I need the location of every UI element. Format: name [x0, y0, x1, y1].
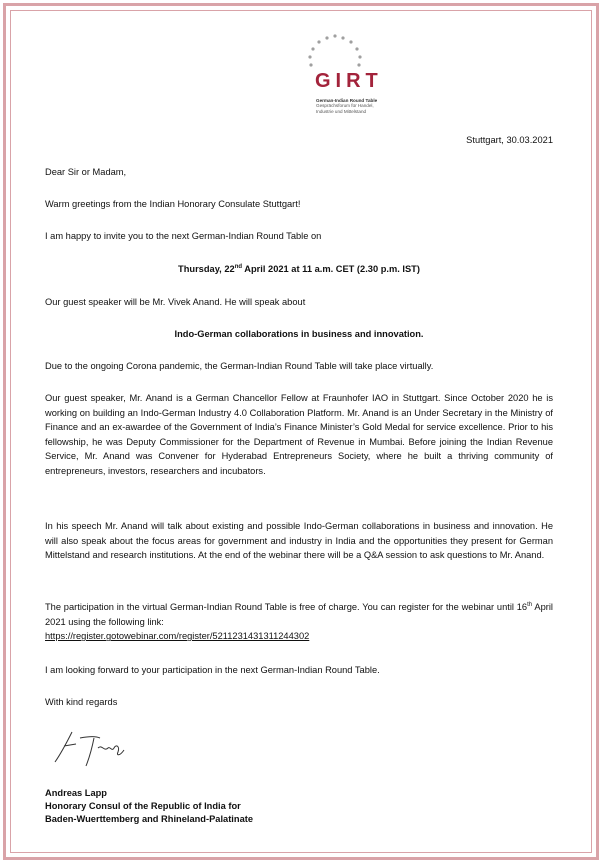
greeting: Warm greetings from the Indian Honorary Consulate Stuttgart! — [45, 199, 301, 209]
signature-icon — [50, 722, 150, 772]
logo-line1: German-Indian Round Table — [316, 98, 378, 103]
logo-name: GIRT — [315, 70, 383, 92]
invite-text: I am happy to invite you to the next German-Indian Round Table on — [45, 231, 322, 241]
event-date-sup: nd — [234, 263, 243, 270]
logo-line3: Industrie und Mittelstand — [316, 108, 367, 114]
signer-name: Andreas Lapp — [45, 788, 107, 798]
looking-forward: I am looking forward to your participation in the next German-Indian Round Table. — [45, 665, 380, 675]
participation-info — [45, 600, 553, 644]
participation-sup: th — [527, 601, 533, 608]
register-link[interactable]: https://register.gotowebinar.com/register/5211231431311244302 — [45, 631, 310, 642]
virtual-notice: Due to the ongoing Corona pandemic, the German-Indian Round Table will take place virtually. — [45, 361, 434, 371]
signer-title-2: Baden-Wuerttemberg and Rhineland-Palatinate — [45, 814, 254, 824]
speech-description: In his speech Mr. Anand will talk about existing and possible Indo-German collaborations in business and innovation. He will also speak about the focus areas for government and industry in India and the opportunities they present for German Mittelstand and research institutions. At the end of the webinar there will be a Q&A session to ask questions to Mr. Anand. — [45, 521, 553, 561]
logo-line2: Gesprächsforum für Handel, — [316, 103, 374, 109]
closing: With kind regards — [45, 697, 118, 707]
participation-text-2: April 2021 using the following link: — [45, 602, 553, 627]
event-date-day: Thursday, 22 — [178, 264, 235, 274]
event-datetime — [45, 262, 553, 277]
speaker-bio: Our guest speaker, Mr. Anand is a German Chancellor Fellow at Fraunhofer IAO in Stuttgart. Since October 2020 he is working on building an Indo-German Industry 4.0 Collaboration Platform. Mr. Anand is an Under Secretary in the Ministry of Finance and an ex-awardee of the Government of India’s Finance Minister’s Gold Medal for service excellence. Prior to his fellowship, he was Deputy Commissioner for the Department of Revenue in Mumbai. Before joining the Indian Revenue Service, Mr. Anand was Convener for Hyderabad Entrepreneurs Society, where he built a thriving community of entrepreneurs, investors, researchers and incubators. — [45, 393, 553, 476]
girt-logo — [275, 30, 395, 122]
place-date: Stuttgart, 30.03.2021 — [466, 135, 553, 145]
letter — [45, 0, 553, 863]
speech-topic: Indo-German collaborations in business and innovation. — [174, 329, 424, 339]
participation-text: The participation in the virtual German-Indian Round Table is free of charge. You can register for the webinar until 16 — [45, 602, 528, 612]
event-date-rest: April 2021 at 11 a.m. CET (2.30 p.m. IST) — [242, 264, 420, 274]
logo-tagline — [316, 98, 406, 114]
signer-block — [45, 787, 553, 826]
signer-title-1: Honorary Consul of the Republic of India for — [45, 801, 241, 811]
speaker-intro: Our guest speaker will be Mr. Vivek Anand. He will speak about — [45, 297, 306, 307]
salutation: Dear Sir or Madam, — [45, 167, 127, 177]
